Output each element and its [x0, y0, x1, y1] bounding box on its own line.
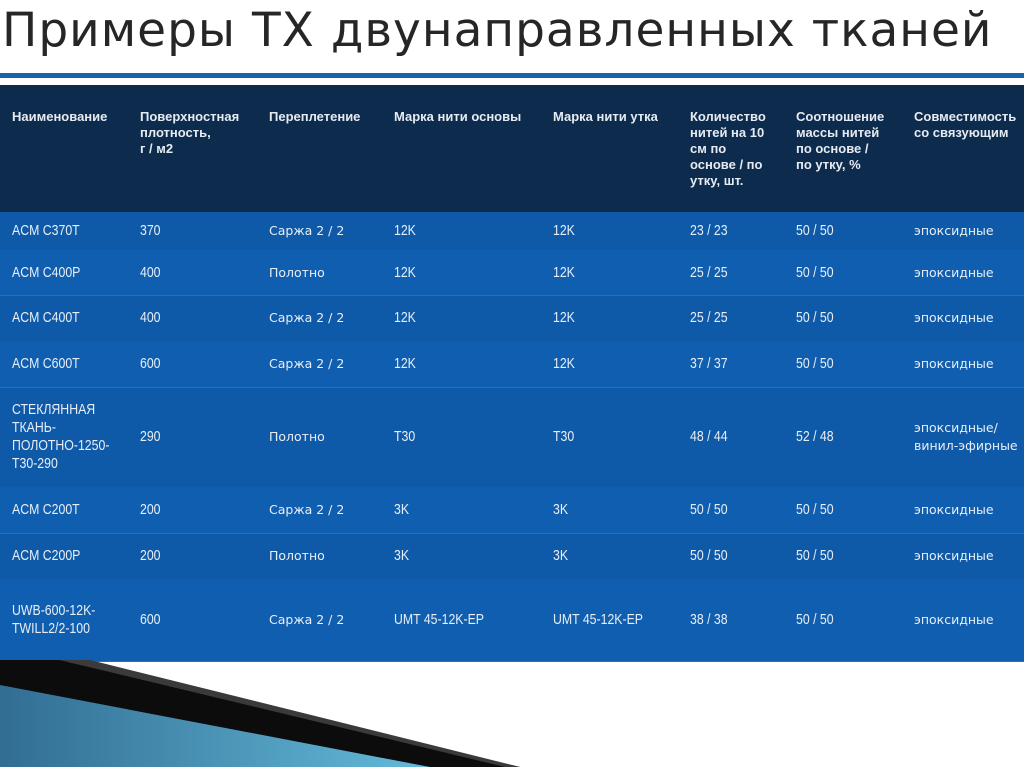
- decorative-wedge: [0, 655, 520, 767]
- table-cell: 12K: [394, 309, 416, 326]
- table-cell: 50 / 50: [796, 501, 834, 518]
- table-cell: ACM C200P: [12, 547, 81, 564]
- table-cell: Полотно: [269, 548, 325, 563]
- table-cell: эпоксидные: [914, 223, 994, 238]
- table-cell: Саржа 2 / 2: [269, 356, 345, 371]
- table-cell: 600: [140, 355, 161, 372]
- table-cell: ACM C600T: [12, 355, 80, 372]
- table-cell: ACM C400P: [12, 263, 81, 281]
- table-cell: ACM C370T: [12, 222, 80, 239]
- table-cell: UMT 45-12K-EP: [553, 611, 644, 628]
- table-cell: 23 / 23: [690, 222, 728, 239]
- table-cell: 12K: [553, 309, 575, 326]
- table-cell: 600: [140, 611, 161, 628]
- table-cell: Полотно: [269, 264, 325, 280]
- table-cell: Саржа 2 / 2: [269, 223, 345, 238]
- table-row: [0, 250, 1024, 296]
- table-cell: 25 / 25: [690, 263, 728, 281]
- table-cell: эпоксидные: [914, 502, 994, 517]
- table-cell: 25 / 25: [690, 309, 728, 326]
- table-row: [0, 341, 1024, 388]
- table-cell: 50 / 50: [796, 263, 834, 281]
- table-cell: 3K: [553, 501, 569, 518]
- table-cell: 12K: [394, 355, 416, 372]
- table-cell: 12K: [394, 263, 416, 281]
- table-cell: 200: [140, 501, 161, 518]
- table-cell: 38 / 38: [690, 611, 728, 628]
- table-cell: 50 / 50: [796, 355, 834, 372]
- table-row: [0, 487, 1024, 534]
- table-cell: UWB-600-12K- TWILL2/2-100: [12, 602, 96, 637]
- table-row: [0, 579, 1024, 662]
- table-header: [0, 85, 1024, 212]
- column-header: Поверхностная плотность, г / м2: [140, 109, 240, 156]
- table-cell: 50 / 50: [796, 309, 834, 326]
- specs-table: [0, 85, 1024, 660]
- table-cell: 50 / 50: [690, 547, 728, 564]
- table-cell: 12K: [553, 263, 575, 281]
- table-cell: ACM C400T: [12, 309, 80, 326]
- table-cell: эпоксидные: [914, 264, 994, 280]
- table-cell: T30: [553, 428, 575, 445]
- table-cell: 290: [140, 428, 161, 445]
- table-cell: эпоксидные: [914, 310, 994, 325]
- table-cell: Саржа 2 / 2: [269, 502, 345, 517]
- table-cell: эпоксидные/ винил-эфирные: [914, 420, 1018, 453]
- table-cell: 37 / 37: [690, 355, 728, 372]
- table-cell: эпоксидные: [914, 612, 994, 627]
- table-cell: СТЕКЛЯННАЯ ТКАНЬ- ПОЛОТНО-1250- T30-290: [12, 401, 110, 472]
- table-cell: 200: [140, 547, 161, 564]
- table-cell: 3K: [394, 501, 410, 518]
- table-row: [0, 295, 1024, 342]
- table-cell: 12K: [394, 222, 416, 239]
- table-cell: 52 / 48: [796, 428, 834, 445]
- table-cell: эпоксидные: [914, 548, 994, 563]
- table-cell: 50 / 50: [690, 501, 728, 518]
- table-row: [0, 212, 1024, 251]
- table-cell: 50 / 50: [796, 611, 834, 628]
- table-cell: 12K: [553, 222, 575, 239]
- table-cell: 400: [140, 263, 161, 281]
- column-header: Марка нити утка: [553, 109, 658, 124]
- table-cell: Саржа 2 / 2: [269, 310, 345, 325]
- column-header: Переплетение: [269, 109, 361, 124]
- table-cell: 50 / 50: [796, 547, 834, 564]
- table-cell: Саржа 2 / 2: [269, 612, 345, 627]
- table-cell: 400: [140, 309, 161, 326]
- column-header: Совместимость со связующим: [914, 109, 1017, 140]
- table-cell: 3K: [394, 547, 410, 564]
- column-header: Наименование: [12, 109, 108, 124]
- column-header: Соотношение массы нитей по основе / по утку, %: [796, 109, 885, 172]
- table-cell: Полотно: [269, 429, 325, 444]
- title-divider: [0, 73, 1024, 78]
- table-cell: 370: [140, 222, 161, 239]
- table-cell: 48 / 44: [690, 428, 728, 445]
- table-cell: 50 / 50: [796, 222, 834, 239]
- column-header: Количество нитей на 10 см по основе / по утку, шт.: [690, 109, 766, 188]
- table-cell: T30: [394, 428, 416, 445]
- table-cell: 12K: [553, 355, 575, 372]
- column-header: Марка нити основы: [394, 109, 522, 124]
- table-cell: эпоксидные: [914, 356, 994, 371]
- table-cell: ACM C200T: [12, 501, 80, 518]
- table-row: [0, 533, 1024, 580]
- slide-title: Примеры ТХ двунаправленных тканей: [2, 3, 993, 58]
- table-cell: 3K: [553, 547, 569, 564]
- table-row: [0, 387, 1024, 488]
- table-cell: UMT 45-12K-EP: [394, 611, 485, 628]
